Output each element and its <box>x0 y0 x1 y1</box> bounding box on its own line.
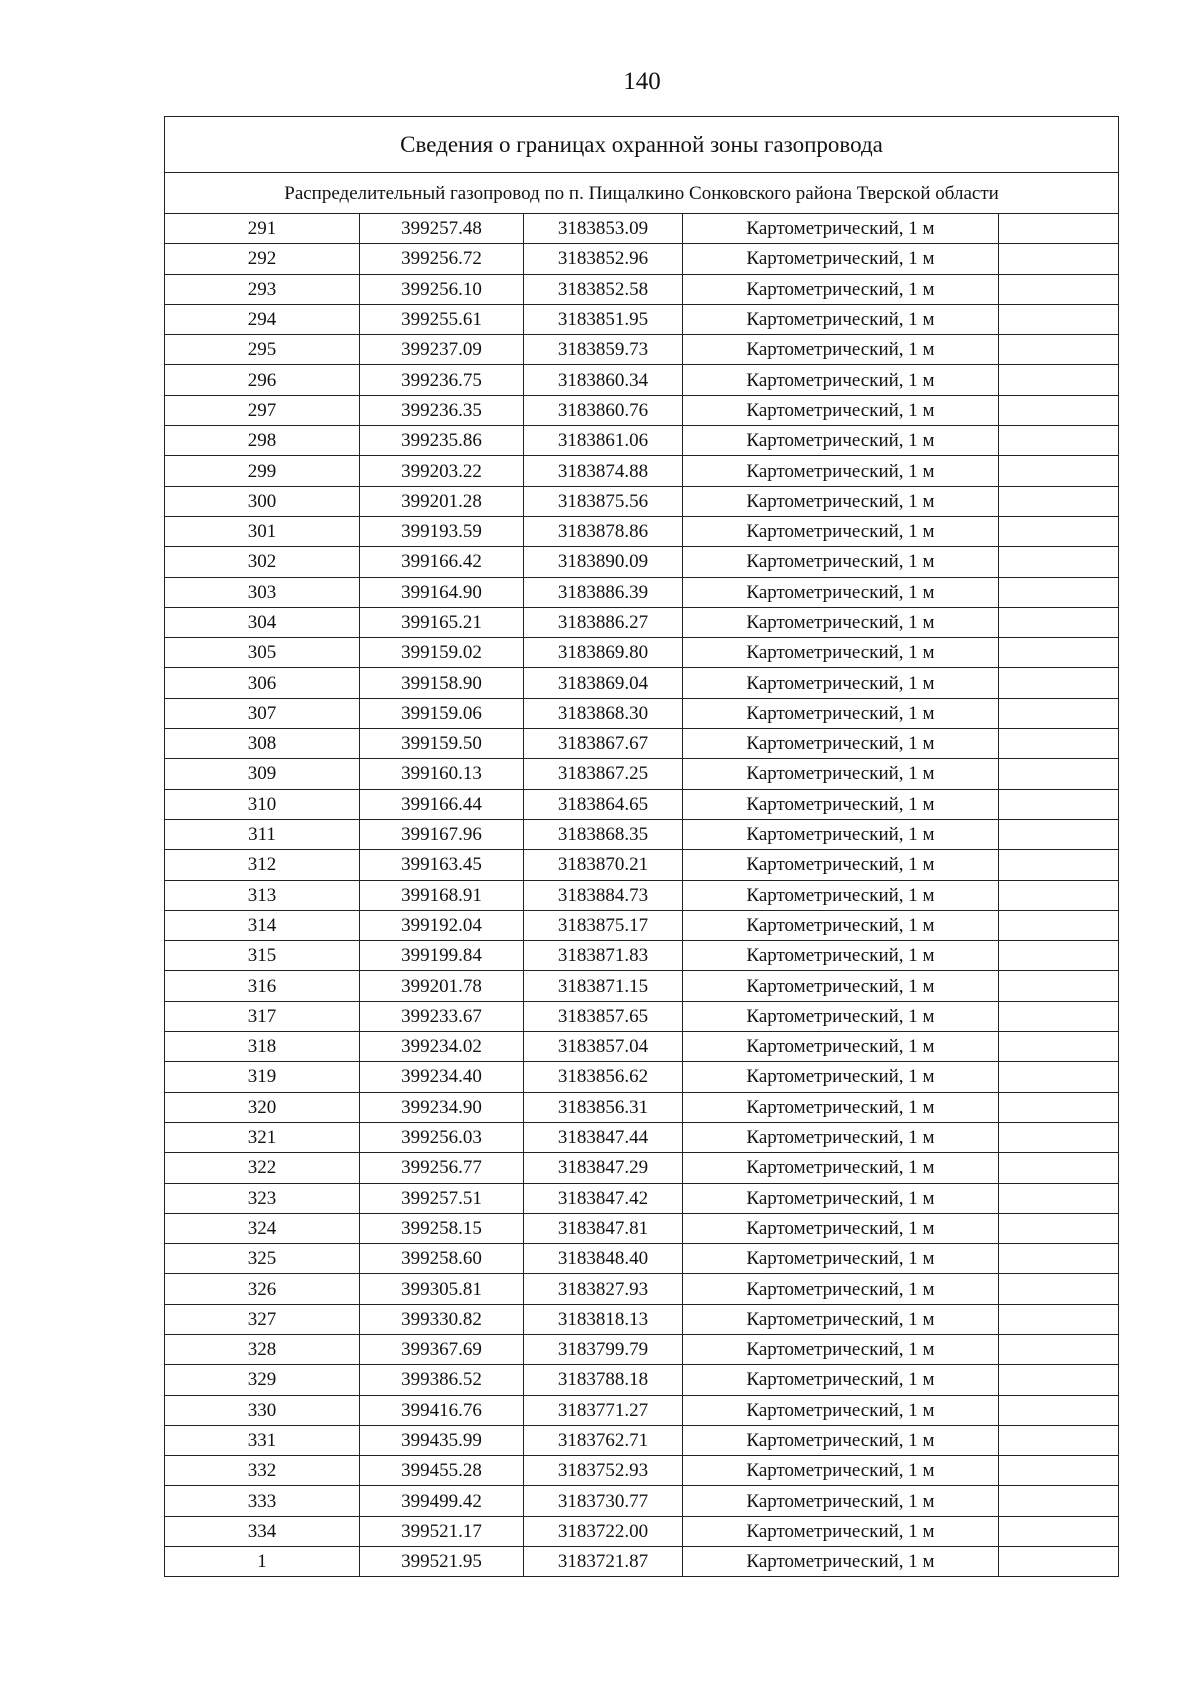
y-coordinate-cell: 3183867.67 <box>524 729 683 759</box>
x-coordinate-cell: 399367.69 <box>360 1334 524 1364</box>
x-coordinate-cell: 399386.52 <box>360 1365 524 1395</box>
point-number-cell: 316 <box>165 971 360 1001</box>
table-row <box>165 638 1119 668</box>
y-coordinate-cell: 3183860.34 <box>524 365 683 395</box>
empty-cell <box>999 486 1119 516</box>
table-row <box>165 698 1119 728</box>
x-coordinate-cell: 399192.04 <box>360 910 524 940</box>
y-coordinate-cell: 3183870.21 <box>524 850 683 880</box>
point-number-cell: 295 <box>165 335 360 365</box>
method-cell: Картометрический, 1 м <box>683 1244 999 1274</box>
point-number-cell: 1 <box>165 1547 360 1577</box>
empty-cell <box>999 1274 1119 1304</box>
empty-cell <box>999 850 1119 880</box>
y-coordinate-cell: 3183847.29 <box>524 1153 683 1183</box>
table-row <box>165 971 1119 1001</box>
method-cell: Картометрический, 1 м <box>683 1425 999 1455</box>
point-number-cell: 302 <box>165 547 360 577</box>
table-title: Сведения о границах охранной зоны газопровода <box>165 117 1119 173</box>
empty-cell <box>999 1244 1119 1274</box>
point-number-cell: 326 <box>165 1274 360 1304</box>
x-coordinate-cell: 399234.40 <box>360 1062 524 1092</box>
method-cell: Картометрический, 1 м <box>683 365 999 395</box>
point-number-cell: 304 <box>165 607 360 637</box>
page-number: 140 <box>623 68 661 95</box>
table-row <box>165 1092 1119 1122</box>
method-cell: Картометрический, 1 м <box>683 214 999 244</box>
point-number-cell: 312 <box>165 850 360 880</box>
method-cell: Картометрический, 1 м <box>683 1456 999 1486</box>
method-cell: Картометрический, 1 м <box>683 698 999 728</box>
method-cell: Картометрический, 1 м <box>683 1516 999 1546</box>
empty-cell <box>999 395 1119 425</box>
table-row <box>165 547 1119 577</box>
point-number-cell: 318 <box>165 1032 360 1062</box>
empty-cell <box>999 1486 1119 1516</box>
empty-cell <box>999 516 1119 546</box>
point-number-cell: 313 <box>165 880 360 910</box>
empty-cell <box>999 607 1119 637</box>
method-cell: Картометрический, 1 м <box>683 1092 999 1122</box>
empty-cell <box>999 941 1119 971</box>
method-cell: Картометрический, 1 м <box>683 1486 999 1516</box>
y-coordinate-cell: 3183818.13 <box>524 1304 683 1334</box>
table-row <box>165 1032 1119 1062</box>
point-number-cell: 319 <box>165 1062 360 1092</box>
method-cell: Картометрический, 1 м <box>683 1304 999 1334</box>
table-row <box>165 759 1119 789</box>
table-row <box>165 1486 1119 1516</box>
y-coordinate-cell: 3183788.18 <box>524 1365 683 1395</box>
method-cell: Картометрический, 1 м <box>683 880 999 910</box>
x-coordinate-cell: 399256.72 <box>360 244 524 274</box>
method-cell: Картометрический, 1 м <box>683 577 999 607</box>
boundary-points-table <box>164 116 1119 1577</box>
x-coordinate-cell: 399201.78 <box>360 971 524 1001</box>
empty-cell <box>999 698 1119 728</box>
empty-cell <box>999 729 1119 759</box>
table-row <box>165 365 1119 395</box>
method-cell: Картометрический, 1 м <box>683 1395 999 1425</box>
table-row <box>165 426 1119 456</box>
y-coordinate-cell: 3183875.17 <box>524 910 683 940</box>
empty-cell <box>999 1516 1119 1546</box>
x-coordinate-cell: 399416.76 <box>360 1395 524 1425</box>
table-row <box>165 941 1119 971</box>
method-cell: Картометрический, 1 м <box>683 516 999 546</box>
point-number-cell: 296 <box>165 365 360 395</box>
empty-cell <box>999 1547 1119 1577</box>
method-cell: Картометрический, 1 м <box>683 1547 999 1577</box>
y-coordinate-cell: 3183853.09 <box>524 214 683 244</box>
x-coordinate-cell: 399521.95 <box>360 1547 524 1577</box>
point-number-cell: 328 <box>165 1334 360 1364</box>
x-coordinate-cell: 399164.90 <box>360 577 524 607</box>
method-cell: Картометрический, 1 м <box>683 335 999 365</box>
x-coordinate-cell: 399163.45 <box>360 850 524 880</box>
method-cell: Картометрический, 1 м <box>683 1183 999 1213</box>
table-row <box>165 244 1119 274</box>
method-cell: Картометрический, 1 м <box>683 1153 999 1183</box>
method-cell: Картометрический, 1 м <box>683 1062 999 1092</box>
y-coordinate-cell: 3183871.15 <box>524 971 683 1001</box>
y-coordinate-cell: 3183721.87 <box>524 1547 683 1577</box>
method-cell: Картометрический, 1 м <box>683 850 999 880</box>
table-row <box>165 607 1119 637</box>
point-number-cell: 297 <box>165 395 360 425</box>
x-coordinate-cell: 399305.81 <box>360 1274 524 1304</box>
table-row <box>165 1244 1119 1274</box>
y-coordinate-cell: 3183857.65 <box>524 1001 683 1031</box>
x-coordinate-cell: 399257.51 <box>360 1183 524 1213</box>
point-number-cell: 292 <box>165 244 360 274</box>
empty-cell <box>999 638 1119 668</box>
point-number-cell: 298 <box>165 426 360 456</box>
x-coordinate-cell: 399233.67 <box>360 1001 524 1031</box>
point-number-cell: 329 <box>165 1365 360 1395</box>
table-row <box>165 1547 1119 1577</box>
method-cell: Картометрический, 1 м <box>683 971 999 1001</box>
point-number-cell: 303 <box>165 577 360 607</box>
point-number-cell: 333 <box>165 1486 360 1516</box>
table-row <box>165 1365 1119 1395</box>
point-number-cell: 325 <box>165 1244 360 1274</box>
method-cell: Картометрический, 1 м <box>683 1334 999 1364</box>
y-coordinate-cell: 3183722.00 <box>524 1516 683 1546</box>
x-coordinate-cell: 399256.03 <box>360 1122 524 1152</box>
method-cell: Картометрический, 1 м <box>683 668 999 698</box>
point-number-cell: 300 <box>165 486 360 516</box>
table-row <box>165 214 1119 244</box>
x-coordinate-cell: 399234.02 <box>360 1032 524 1062</box>
y-coordinate-cell: 3183874.88 <box>524 456 683 486</box>
method-cell: Картометрический, 1 м <box>683 395 999 425</box>
y-coordinate-cell: 3183861.06 <box>524 426 683 456</box>
point-number-cell: 334 <box>165 1516 360 1546</box>
y-coordinate-cell: 3183886.39 <box>524 577 683 607</box>
empty-cell <box>999 1062 1119 1092</box>
y-coordinate-cell: 3183827.93 <box>524 1274 683 1304</box>
empty-cell <box>999 910 1119 940</box>
empty-cell <box>999 1213 1119 1243</box>
x-coordinate-cell: 399435.99 <box>360 1425 524 1455</box>
point-number-cell: 291 <box>165 214 360 244</box>
table-row <box>165 1516 1119 1546</box>
table-row <box>165 789 1119 819</box>
method-cell: Картометрический, 1 м <box>683 910 999 940</box>
empty-cell <box>999 365 1119 395</box>
empty-cell <box>999 971 1119 1001</box>
table-row <box>165 1274 1119 1304</box>
y-coordinate-cell: 3183856.31 <box>524 1092 683 1122</box>
y-coordinate-cell: 3183875.56 <box>524 486 683 516</box>
empty-cell <box>999 1334 1119 1364</box>
empty-cell <box>999 880 1119 910</box>
empty-cell <box>999 819 1119 849</box>
empty-cell <box>999 244 1119 274</box>
y-coordinate-cell: 3183868.30 <box>524 698 683 728</box>
y-coordinate-cell: 3183884.73 <box>524 880 683 910</box>
point-number-cell: 321 <box>165 1122 360 1152</box>
table-row <box>165 1122 1119 1152</box>
x-coordinate-cell: 399159.50 <box>360 729 524 759</box>
x-coordinate-cell: 399258.15 <box>360 1213 524 1243</box>
point-number-cell: 331 <box>165 1425 360 1455</box>
method-cell: Картометрический, 1 м <box>683 1122 999 1152</box>
table-row <box>165 304 1119 334</box>
x-coordinate-cell: 399455.28 <box>360 1456 524 1486</box>
method-cell: Картометрический, 1 м <box>683 1032 999 1062</box>
empty-cell <box>999 1092 1119 1122</box>
y-coordinate-cell: 3183851.95 <box>524 304 683 334</box>
table-row <box>165 395 1119 425</box>
x-coordinate-cell: 399255.61 <box>360 304 524 334</box>
table-row <box>165 1183 1119 1213</box>
x-coordinate-cell: 399234.90 <box>360 1092 524 1122</box>
empty-cell <box>999 547 1119 577</box>
x-coordinate-cell: 399236.35 <box>360 395 524 425</box>
method-cell: Картометрический, 1 м <box>683 607 999 637</box>
point-number-cell: 332 <box>165 1456 360 1486</box>
x-coordinate-cell: 399193.59 <box>360 516 524 546</box>
empty-cell <box>999 1032 1119 1062</box>
x-coordinate-cell: 399199.84 <box>360 941 524 971</box>
empty-cell <box>999 1365 1119 1395</box>
y-coordinate-cell: 3183890.09 <box>524 547 683 577</box>
method-cell: Картометрический, 1 м <box>683 759 999 789</box>
empty-cell <box>999 1456 1119 1486</box>
point-number-cell: 307 <box>165 698 360 728</box>
table-row <box>165 335 1119 365</box>
x-coordinate-cell: 399256.10 <box>360 274 524 304</box>
method-cell: Картометрический, 1 м <box>683 1213 999 1243</box>
empty-cell <box>999 1395 1119 1425</box>
y-coordinate-cell: 3183869.04 <box>524 668 683 698</box>
x-coordinate-cell: 399166.44 <box>360 789 524 819</box>
y-coordinate-cell: 3183799.79 <box>524 1334 683 1364</box>
x-coordinate-cell: 399165.21 <box>360 607 524 637</box>
point-number-cell: 299 <box>165 456 360 486</box>
table-row <box>165 1153 1119 1183</box>
method-cell: Картометрический, 1 м <box>683 941 999 971</box>
method-cell: Картометрический, 1 м <box>683 789 999 819</box>
y-coordinate-cell: 3183859.73 <box>524 335 683 365</box>
table-subtitle: Распределительный газопровод по п. Пищалкино Сонковского района Тверской области <box>165 173 1119 214</box>
method-cell: Картометрический, 1 м <box>683 1274 999 1304</box>
empty-cell <box>999 1425 1119 1455</box>
y-coordinate-cell: 3183856.62 <box>524 1062 683 1092</box>
table-row <box>165 274 1119 304</box>
empty-cell <box>999 1001 1119 1031</box>
x-coordinate-cell: 399159.02 <box>360 638 524 668</box>
method-cell: Картометрический, 1 м <box>683 456 999 486</box>
table-title-row <box>165 117 1119 173</box>
x-coordinate-cell: 399159.06 <box>360 698 524 728</box>
x-coordinate-cell: 399499.42 <box>360 1486 524 1516</box>
empty-cell <box>999 426 1119 456</box>
y-coordinate-cell: 3183869.80 <box>524 638 683 668</box>
empty-cell <box>999 789 1119 819</box>
table-row <box>165 729 1119 759</box>
x-coordinate-cell: 399203.22 <box>360 456 524 486</box>
point-number-cell: 293 <box>165 274 360 304</box>
y-coordinate-cell: 3183871.83 <box>524 941 683 971</box>
y-coordinate-cell: 3183752.93 <box>524 1456 683 1486</box>
empty-cell <box>999 214 1119 244</box>
y-coordinate-cell: 3183878.86 <box>524 516 683 546</box>
x-coordinate-cell: 399235.86 <box>360 426 524 456</box>
y-coordinate-cell: 3183857.04 <box>524 1032 683 1062</box>
y-coordinate-cell: 3183762.71 <box>524 1425 683 1455</box>
empty-cell <box>999 1122 1119 1152</box>
x-coordinate-cell: 399158.90 <box>360 668 524 698</box>
point-number-cell: 310 <box>165 789 360 819</box>
empty-cell <box>999 456 1119 486</box>
method-cell: Картометрический, 1 м <box>683 304 999 334</box>
table-row <box>165 1213 1119 1243</box>
x-coordinate-cell: 399236.75 <box>360 365 524 395</box>
table-row <box>165 516 1119 546</box>
y-coordinate-cell: 3183847.42 <box>524 1183 683 1213</box>
method-cell: Картометрический, 1 м <box>683 244 999 274</box>
point-number-cell: 315 <box>165 941 360 971</box>
empty-cell <box>999 304 1119 334</box>
empty-cell <box>999 759 1119 789</box>
y-coordinate-cell: 3183848.40 <box>524 1244 683 1274</box>
method-cell: Картометрический, 1 м <box>683 729 999 759</box>
method-cell: Картометрический, 1 м <box>683 1365 999 1395</box>
point-number-cell: 322 <box>165 1153 360 1183</box>
point-number-cell: 327 <box>165 1304 360 1334</box>
table-row <box>165 880 1119 910</box>
method-cell: Картометрический, 1 м <box>683 819 999 849</box>
y-coordinate-cell: 3183852.58 <box>524 274 683 304</box>
x-coordinate-cell: 399330.82 <box>360 1304 524 1334</box>
x-coordinate-cell: 399167.96 <box>360 819 524 849</box>
x-coordinate-cell: 399258.60 <box>360 1244 524 1274</box>
method-cell: Картометрический, 1 м <box>683 1001 999 1031</box>
table-row <box>165 456 1119 486</box>
empty-cell <box>999 274 1119 304</box>
method-cell: Картометрический, 1 м <box>683 274 999 304</box>
y-coordinate-cell: 3183860.76 <box>524 395 683 425</box>
empty-cell <box>999 668 1119 698</box>
table-row <box>165 486 1119 516</box>
method-cell: Картометрический, 1 м <box>683 486 999 516</box>
point-number-cell: 306 <box>165 668 360 698</box>
x-coordinate-cell: 399160.13 <box>360 759 524 789</box>
empty-cell <box>999 1304 1119 1334</box>
table-subtitle-row <box>165 173 1119 214</box>
point-number-cell: 317 <box>165 1001 360 1031</box>
method-cell: Картометрический, 1 м <box>683 426 999 456</box>
table-row <box>165 1062 1119 1092</box>
empty-cell <box>999 1153 1119 1183</box>
table-row <box>165 1456 1119 1486</box>
empty-cell <box>999 577 1119 607</box>
table-row <box>165 1395 1119 1425</box>
point-number-cell: 320 <box>165 1092 360 1122</box>
table-row <box>165 850 1119 880</box>
point-number-cell: 308 <box>165 729 360 759</box>
point-number-cell: 324 <box>165 1213 360 1243</box>
y-coordinate-cell: 3183867.25 <box>524 759 683 789</box>
x-coordinate-cell: 399166.42 <box>360 547 524 577</box>
y-coordinate-cell: 3183730.77 <box>524 1486 683 1516</box>
table-row <box>165 1001 1119 1031</box>
point-number-cell: 309 <box>165 759 360 789</box>
y-coordinate-cell: 3183847.81 <box>524 1213 683 1243</box>
method-cell: Картометрический, 1 м <box>683 547 999 577</box>
x-coordinate-cell: 399256.77 <box>360 1153 524 1183</box>
x-coordinate-cell: 399168.91 <box>360 880 524 910</box>
table-row <box>165 1304 1119 1334</box>
y-coordinate-cell: 3183852.96 <box>524 244 683 274</box>
x-coordinate-cell: 399201.28 <box>360 486 524 516</box>
point-number-cell: 294 <box>165 304 360 334</box>
table-row <box>165 910 1119 940</box>
y-coordinate-cell: 3183868.35 <box>524 819 683 849</box>
y-coordinate-cell: 3183864.65 <box>524 789 683 819</box>
table-row <box>165 577 1119 607</box>
y-coordinate-cell: 3183771.27 <box>524 1395 683 1425</box>
method-cell: Картометрический, 1 м <box>683 638 999 668</box>
table-row <box>165 668 1119 698</box>
y-coordinate-cell: 3183847.44 <box>524 1122 683 1152</box>
x-coordinate-cell: 399237.09 <box>360 335 524 365</box>
table-row <box>165 819 1119 849</box>
y-coordinate-cell: 3183886.27 <box>524 607 683 637</box>
point-number-cell: 330 <box>165 1395 360 1425</box>
empty-cell <box>999 335 1119 365</box>
empty-cell <box>999 1183 1119 1213</box>
point-number-cell: 311 <box>165 819 360 849</box>
point-number-cell: 305 <box>165 638 360 668</box>
point-number-cell: 323 <box>165 1183 360 1213</box>
point-number-cell: 314 <box>165 910 360 940</box>
table-row <box>165 1334 1119 1364</box>
point-number-cell: 301 <box>165 516 360 546</box>
x-coordinate-cell: 399257.48 <box>360 214 524 244</box>
table-row <box>165 1425 1119 1455</box>
x-coordinate-cell: 399521.17 <box>360 1516 524 1546</box>
